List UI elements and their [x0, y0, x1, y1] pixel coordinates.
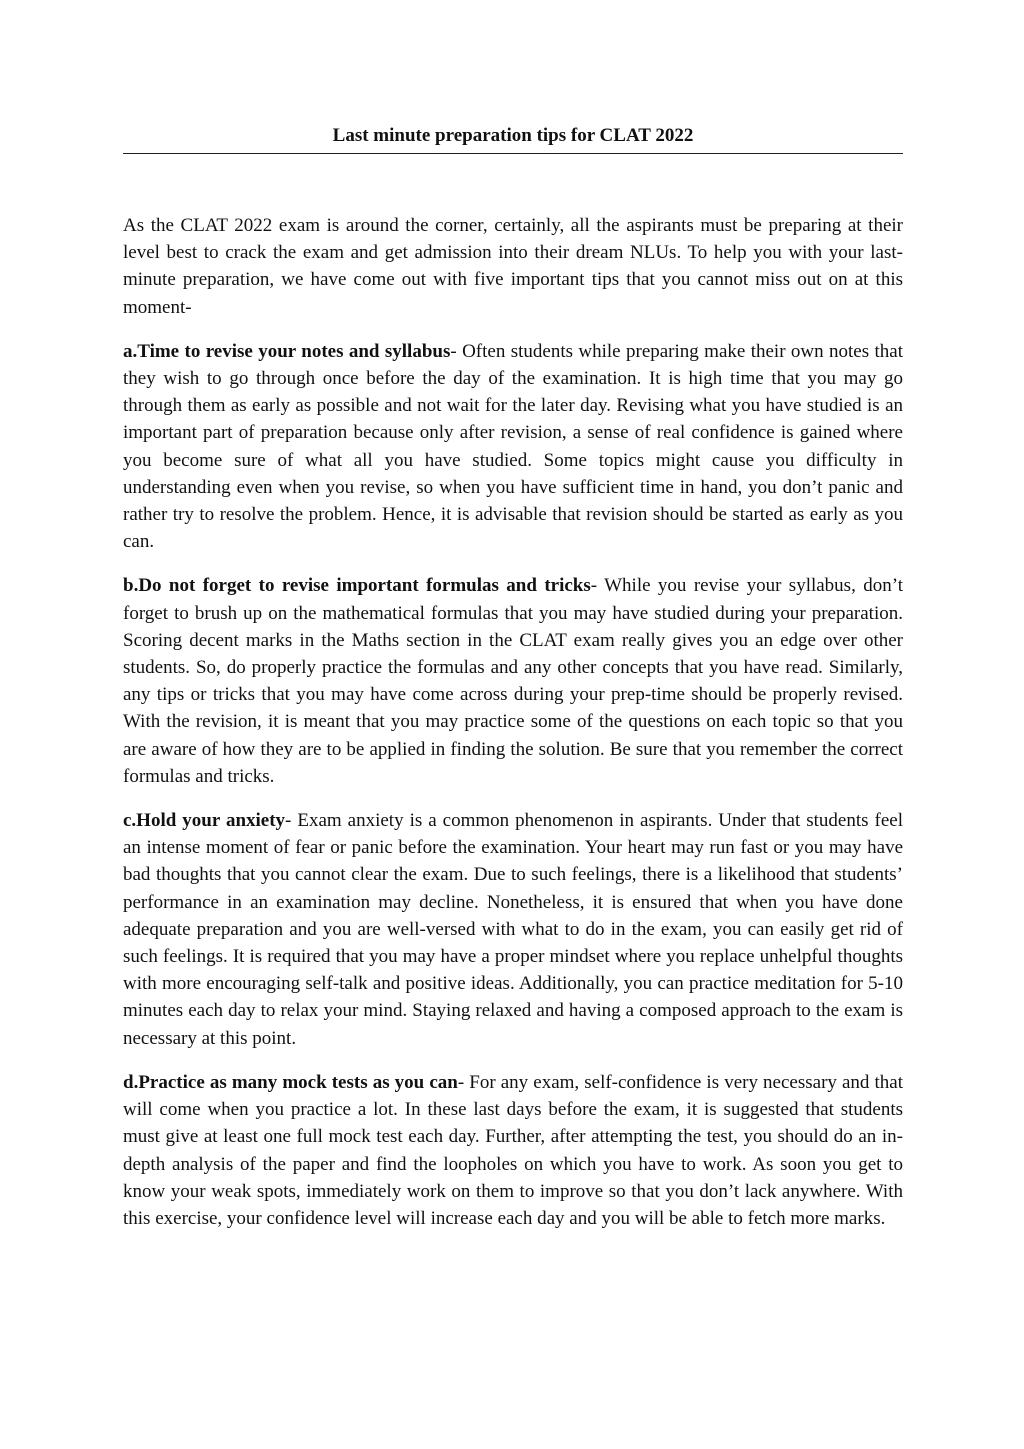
- tip-c-heading: c.Hold your anxiety: [123, 810, 286, 832]
- tip-d-paragraph: [123, 1069, 903, 1232]
- tip-d-body: - For any exam, self-confidence is very necessary and that will come when you practice a lot. In these last days before the exam, it is suggested that students must give at least one full mock test each day. Further, after attempting the test, you should do an in-depth analysis of the paper and find the loopholes on which you have to work. As soon you get to know your weak spots, immediately work on them to improve so that you don’t lack anywhere. With this exercise, your confidence level will increase each day and you will be able to fetch more marks.: [123, 1071, 903, 1229]
- tip-c-body: - Exam anxiety is a common phenomenon in aspirants. Under that students feel an intense moment of fear or panic before the examination. Your heart may run fast or you may have bad thoughts that you cannot clear the exam. Due to such feelings, there is a likelihood that students’ performance in an examination may decline. Nonetheless, it is ensured that when you have done adequate preparation and you are well-versed with what to do in the exam, you can easily get rid of such feelings. It is required that you may have a proper mindset where you replace unhelpful thoughts with more encouraging self-talk and positive ideas. Additionally, you can practice meditation for 5-10 minutes each day to relax your mind. Staying relaxed and having a composed approach to the exam is necessary at this point.: [123, 810, 903, 1049]
- tip-b-heading: b.Do not forget to revise important formulas and tricks: [123, 575, 591, 597]
- tip-a-heading: a.Time to revise your notes and syllabus: [123, 340, 451, 362]
- tip-c-paragraph: [123, 807, 903, 1052]
- tip-a-paragraph: [123, 338, 903, 556]
- document-page: [123, 121, 903, 1249]
- intro-paragraph: As the CLAT 2022 exam is around the corner, certainly, all the aspirants must be preparing at their level best to crack the exam and get admission into their dream NLUs. To help you with your last-minute preparation, we have come out with five important tips that you cannot miss out on at this moment-: [123, 215, 903, 318]
- tip-b-paragraph: [123, 572, 903, 790]
- tip-d-heading: d.Practice as many mock tests as you can: [123, 1071, 458, 1093]
- document-body: [123, 212, 903, 1232]
- document-title: Last minute preparation tips for CLAT 2022: [123, 121, 903, 154]
- tip-b-body: - While you revise your syllabus, don’t forget to brush up on the mathematical formulas that you may have studied during your preparation. Scoring decent marks in the Maths section in the CLAT exam really gives you an edge over other students. So, do properly practice the formulas and any other concepts that you have read. Similarly, any tips or tricks that you may have come across during your prep-time should be properly revised. With the revision, it is meant that you may practice some of the questions on each topic so that you are aware of how they are to be applied in finding the solution. Be sure that you remember the correct formulas and tricks.: [123, 575, 903, 787]
- tip-a-body: - Often students while preparing make their own notes that they wish to go through once before the day of the examination. It is high time that you may go through them as early as possible and not wait for the later day. Revising what you have studied is an important part of preparation because only after revision, a sense of real confidence is gained where you become sure of what all you have studied. Some topics might cause you difficulty in understanding even when you revise, so when you have sufficient time in hand, you don’t panic and rather try to resolve the problem. Hence, it is advisable that revision should be started as early as you can.: [123, 340, 903, 553]
